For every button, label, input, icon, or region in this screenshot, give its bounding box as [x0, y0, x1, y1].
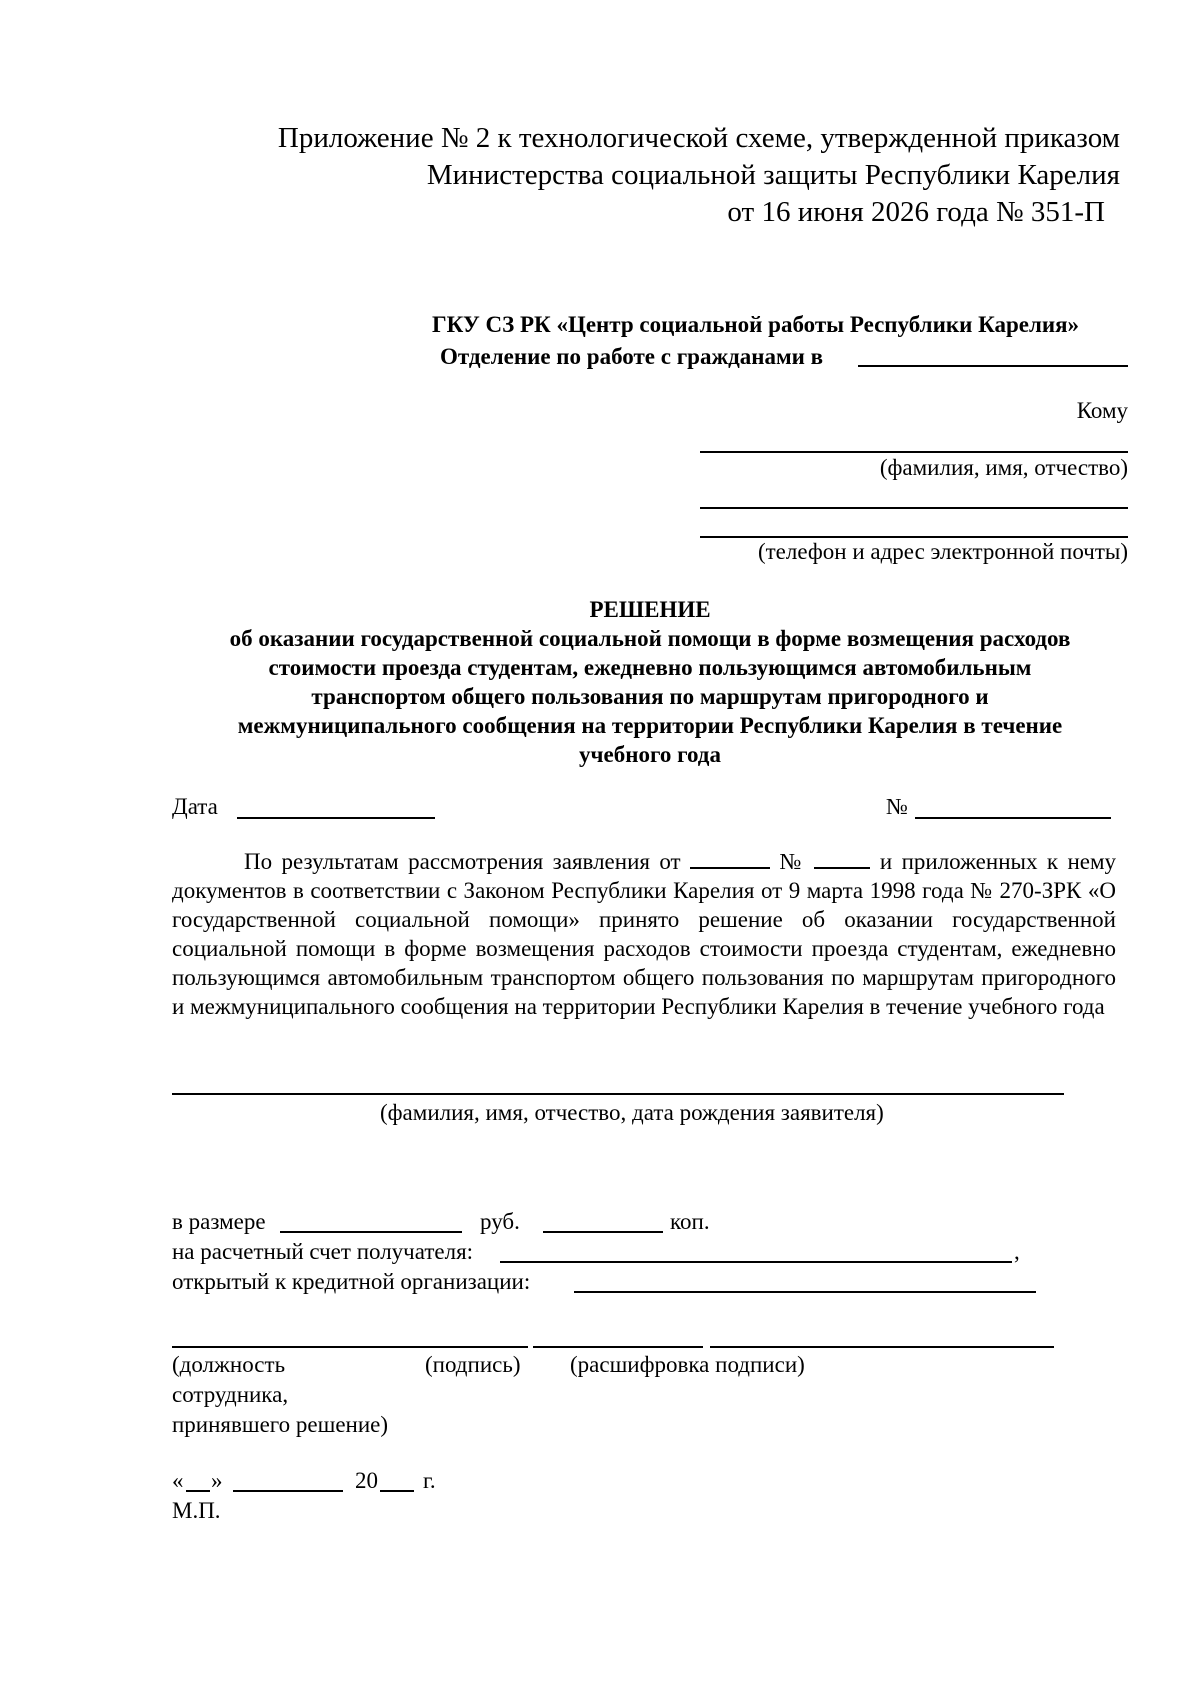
footer-quote-close: » [211, 1468, 223, 1493]
position-blank-line [172, 1346, 528, 1348]
application-number-blank [814, 847, 870, 869]
department-blank-line [858, 365, 1128, 367]
footer-year-prefix: 20 [355, 1468, 378, 1493]
date-label: Дата [172, 794, 218, 819]
org-name: ГКУ СЗ РК «Центр социальной работы Республики Карелия» [432, 312, 1080, 337]
to-label: Кому [1076, 398, 1128, 423]
body-part-2: № [779, 849, 806, 874]
account-label: на расчетный счет получателя: [172, 1239, 474, 1264]
decision-body-paragraph [172, 847, 1116, 1021]
account-blank-line [500, 1261, 1012, 1263]
position-caption-line-3: принявшего решение) [172, 1412, 389, 1437]
application-date-blank [690, 847, 770, 869]
recipient-name-caption: (фамилия, имя, отчество) [879, 455, 1128, 480]
account-comma: , [1014, 1239, 1020, 1264]
number-blank-line [915, 817, 1111, 819]
decision-subtitle-line-1: об оказании государственной социальной помощи в форме возмещения расходов [229, 626, 1071, 651]
applicant-caption: (фамилия, имя, отчество, дата рождения заявителя) [380, 1100, 884, 1125]
signature-blank-line [533, 1346, 703, 1348]
recipient-contact-line-1 [700, 507, 1128, 509]
footer-year-blank [380, 1490, 414, 1492]
body-part-3: и приложенных к нему документов в соответствии с Законом Республики Карелия от 9 марта 1998 года № 270-ЗРК «О государственной социальной помощи» принято решение об оказании государственной социальной помощи в форме возмещения расходов стоимости проезда студентам, ежедневно пользующимся автомобильным транспортом общего пользования по маршрутам пригородного и межмуниципального сообщения на территории Республики Карелия в течение учебного года [172, 849, 1117, 1019]
footer-month-blank [233, 1490, 343, 1492]
appendix-line-2: Министерства социальной защиты Республики Карелия [426, 159, 1120, 191]
amount-label: в размере [172, 1209, 266, 1234]
applicant-blank-line [172, 1093, 1064, 1095]
appendix-line-1: Приложение № 2 к технологической схеме, утвержденной приказом [277, 122, 1120, 154]
rub-label: руб. [480, 1209, 520, 1234]
decision-subtitle-line-3: транспортом общего пользования по маршрутам пригородного и [311, 684, 989, 709]
footer-quote-open: « [172, 1468, 184, 1493]
decision-title: РЕШЕНИЕ [589, 597, 711, 622]
bank-label: открытый к кредитной организации: [172, 1269, 531, 1294]
position-caption-line-2: сотрудника, [172, 1382, 289, 1407]
org-department: Отделение по работе с гражданами в [440, 344, 824, 369]
decision-subtitle-line-5: учебного года [579, 742, 721, 767]
kop-label: коп. [670, 1209, 710, 1234]
stamp-label: М.П. [172, 1498, 221, 1523]
footer-year-suffix: г. [423, 1468, 436, 1493]
appendix-line-3: от 16 июня 2026 года № 351-П [727, 196, 1105, 228]
signature-caption: (подпись) [425, 1352, 521, 1377]
decision-subtitle-line-4: межмуниципального сообщения на территории Республики Карелия в течение [237, 713, 1063, 738]
recipient-contact-caption: (телефон и адрес электронной почты) [757, 539, 1128, 564]
number-label: № [886, 794, 908, 819]
signature-decode-blank-line [710, 1346, 1054, 1348]
amount-kop-blank [543, 1231, 663, 1233]
body-part-1: По результатам рассмотрения заявления от [244, 849, 681, 874]
amount-rub-blank [280, 1231, 462, 1233]
position-caption-line-1: (должность [172, 1352, 286, 1377]
signature-decode-caption: (расшифровка подписи) [570, 1352, 805, 1377]
bank-blank-line [574, 1291, 1036, 1293]
footer-day-blank [186, 1490, 210, 1492]
decision-subtitle-line-2: стоимости проезда студентам, ежедневно пользующимся автомобильным [268, 655, 1032, 680]
date-blank-line [237, 817, 435, 819]
